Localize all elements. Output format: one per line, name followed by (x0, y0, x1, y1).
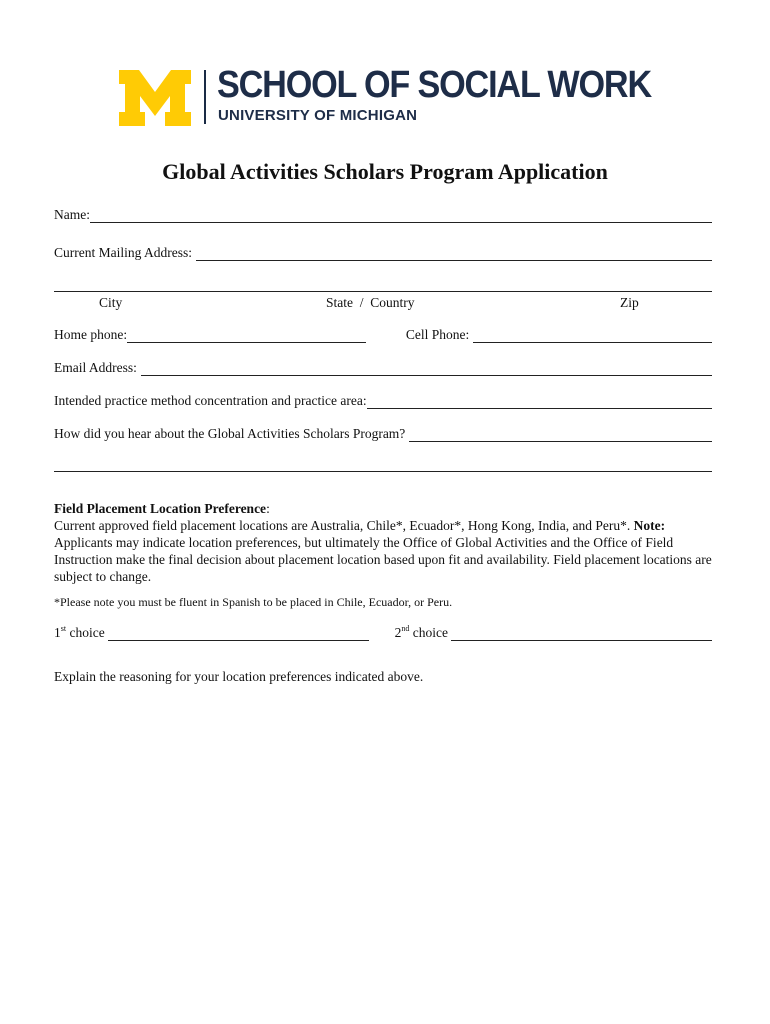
address-line-2-field[interactable] (54, 291, 712, 292)
logo-divider (204, 70, 206, 124)
state-country-label: State / Country (326, 295, 415, 310)
second-choice-field[interactable] (451, 627, 712, 641)
email-row (54, 360, 712, 376)
placement-section: Field Placement Location Preference: Current approved field placement locations are Australia, Chile*, Ecuador*, Hong Kong, India, and Peru*. Note: Applicants may indicate location preferences, but ultimately the Office of Global Activities and the Office of Field Instruction make the final decision about placement location based upon fit and availability. Field placement locations are subject to change. (54, 501, 712, 584)
practice-area-field[interactable] (367, 395, 712, 409)
logo-university-name: UNIVERSITY OF MICHIGAN (218, 107, 418, 124)
block-m-icon (119, 70, 191, 126)
logo-school-name: SCHOOL OF SOCIAL WORK (217, 64, 651, 106)
email-field[interactable] (141, 362, 712, 376)
placement-intro: Current approved field placement locations are Australia, Chile*, Ecuador*, Hong Kong, India, and Peru*. Note: Applicants may indicate location preferences, but ultimately the Office of Global Activities and the Office of Field Instruction make the final decision about placement location based upon fit and availability. Field placement locations are subject to change. (54, 518, 712, 584)
hear-about-label: How did you hear about the Global Activities Scholars Program? (54, 426, 406, 441)
mailing-address-field[interactable] (196, 247, 712, 261)
name-field[interactable] (90, 209, 712, 223)
practice-area-row (54, 393, 712, 409)
home-phone-label: Home phone: (54, 327, 128, 342)
choice-row (54, 625, 712, 641)
home-phone-field[interactable] (127, 329, 366, 343)
phone-row (54, 327, 712, 343)
spanish-note: *Please note you must be fluent in Spanish to be placed in Chile, Ecuador, or Peru. (54, 595, 453, 609)
hear-about-line-2-field[interactable] (54, 471, 712, 472)
mailing-address-label: Current Mailing Address: (54, 245, 192, 260)
note-text: Applicants may indicate location preferences, but ultimately the Office of Global Activities and the Office of Field Instruction make the final decision about placement location based upon fit and availability. Field placement locations are subject to change. (54, 535, 712, 584)
email-label: Email Address: (54, 360, 137, 375)
city-label: City (99, 295, 123, 310)
first-choice-field[interactable] (108, 627, 369, 641)
explain-prompt: Explain the reasoning for your location preferences indicated above. (54, 669, 424, 684)
page-title: Global Activities Scholars Program Application (162, 159, 608, 184)
hear-about-row (54, 426, 712, 442)
cell-phone-field[interactable] (473, 329, 712, 343)
second-choice-label: 2nd choice (394, 623, 449, 640)
mailing-address-row (54, 245, 712, 261)
name-label: Name: (54, 207, 90, 222)
note-label: Note: (633, 518, 666, 533)
first-choice-label: 1st choice (54, 623, 105, 640)
zip-label: Zip (620, 295, 639, 310)
hear-about-field[interactable] (409, 428, 712, 442)
name-row (54, 207, 712, 223)
cell-phone-label: Cell Phone: (405, 327, 470, 342)
practice-area-label: Intended practice method concentration and practice area: (54, 393, 367, 408)
placement-heading: Field Placement Location Preference (54, 501, 267, 516)
